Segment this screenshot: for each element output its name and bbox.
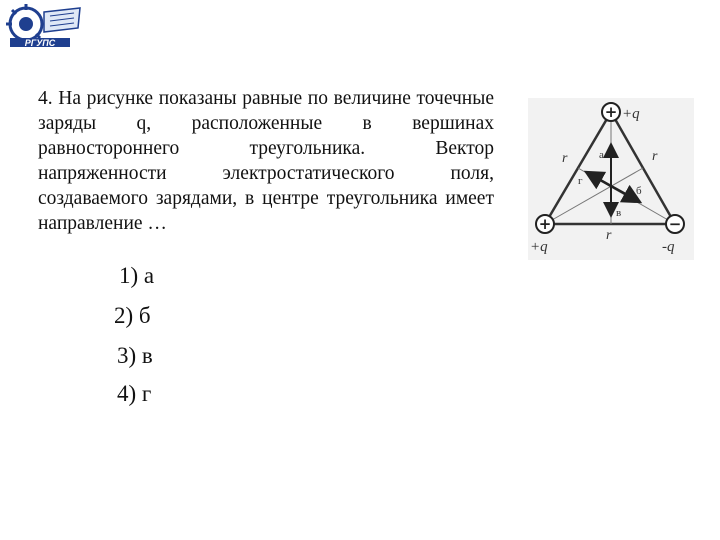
side-label-right: r xyxy=(652,149,658,164)
option-3[interactable]: 3) в xyxy=(117,343,153,368)
charge-triangle-figure xyxy=(528,98,694,260)
logo-emblem-icon xyxy=(4,2,84,58)
arrow-label-b: б xyxy=(636,185,642,197)
side-label-left: r xyxy=(562,151,568,166)
logo-text: РГУПС xyxy=(24,38,56,48)
right-charge xyxy=(666,215,684,233)
university-logo xyxy=(4,2,84,58)
top-charge-sign: + xyxy=(604,103,618,121)
left-charge-sign: + xyxy=(538,215,552,233)
option-2[interactable]: 2) б xyxy=(114,303,151,328)
left-charge-label: +q xyxy=(530,239,548,255)
left-charge xyxy=(536,215,554,233)
side-label-bottom: r xyxy=(606,228,612,243)
arrow-label-g: г xyxy=(578,175,583,187)
right-charge-sign: − xyxy=(668,215,682,233)
arrow-g xyxy=(586,172,611,186)
option-4[interactable]: 4) г xyxy=(117,381,152,406)
arrow-label-v: в xyxy=(616,207,622,219)
right-charge-label: -q xyxy=(662,239,675,255)
top-charge xyxy=(602,103,620,121)
arrow-label-a: а xyxy=(599,149,604,161)
top-charge-label: +q xyxy=(622,106,640,122)
option-1[interactable]: 1) а xyxy=(119,263,155,288)
question-text: 4. На рисунке показаны равные по величине точечные заряды q, расположенные в вершинах равностороннего треугольника. Вектор напряженности электростатического поля, создаваемого зарядами, в центре треугольника имеет направление … xyxy=(38,88,494,234)
